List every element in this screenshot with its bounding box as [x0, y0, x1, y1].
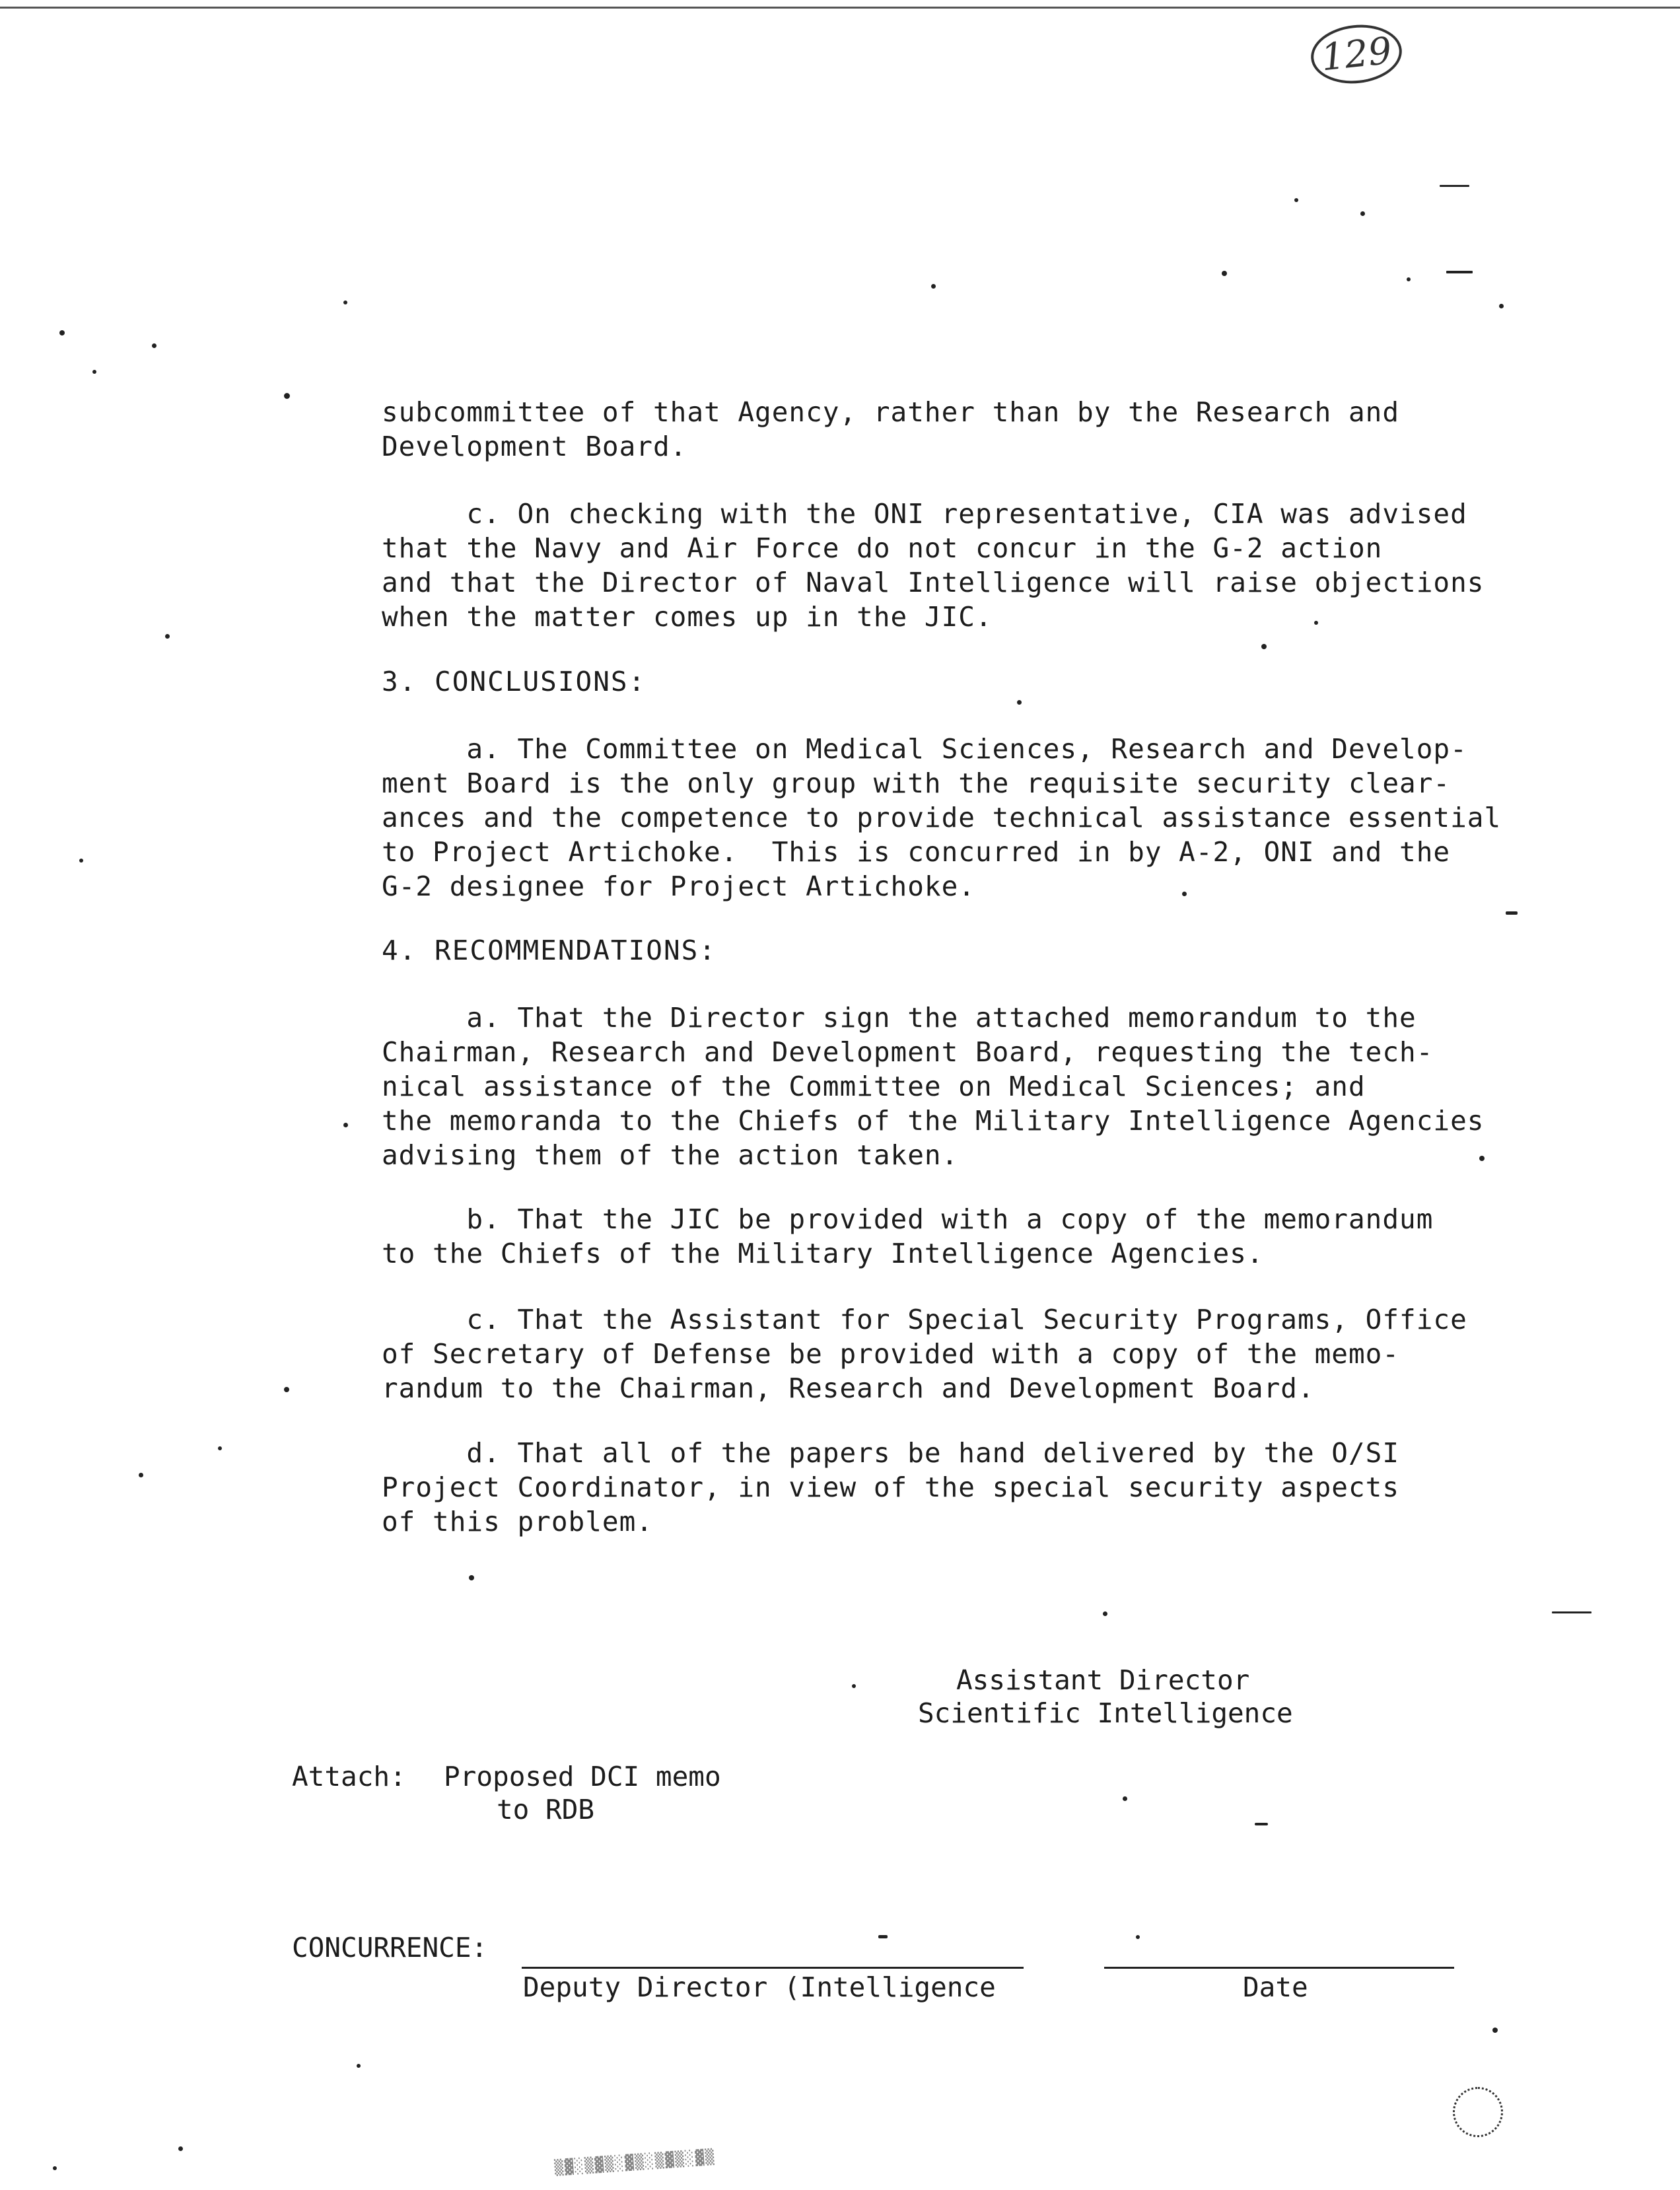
scan-speck	[1182, 892, 1187, 896]
scan-speck	[852, 1684, 856, 1688]
scan-speck	[165, 634, 170, 639]
scan-speck	[1552, 1611, 1592, 1613]
scan-speck	[878, 1935, 888, 1938]
attachment-line2: to RDB	[497, 1794, 595, 1825]
ink-stamp-smudge: ▒▓░▒▓▒░▓▒░▒▓▒░▓▒	[553, 2148, 717, 2177]
concurrence-signer: Deputy Director (Intelligence	[523, 1971, 996, 2003]
heading-conclusions: 3. CONCLUSIONS:	[382, 666, 647, 697]
scan-speck	[53, 2166, 57, 2170]
scan-speck	[931, 284, 936, 289]
scan-speck	[1261, 644, 1267, 649]
scan-speck	[1492, 2028, 1498, 2033]
scan-speck	[284, 393, 290, 399]
top-rule	[0, 7, 1680, 9]
scan-speck	[1222, 271, 1227, 276]
scan-speck	[1314, 621, 1318, 625]
scan-speck	[1103, 1611, 1107, 1616]
scan-speck	[343, 1123, 348, 1127]
scan-speck	[1017, 700, 1022, 705]
page-number: 129	[1319, 29, 1394, 79]
paragraph-conclusion-a: a. The Committee on Medical Sciences, Research and Develop- ment Board is the only group with the requisite security clear- ances and the competence to provide technical assistance essential to Project Artichoke. This is concurred in by A-2, ONI and the G-2 designee for Project Artichoke.	[382, 733, 1502, 902]
scan-speck	[152, 343, 157, 348]
concurrence-date-label: Date	[1243, 1971, 1308, 2003]
paragraph-recommendation-a: a. That the Director sign the attached memorandum to the Chairman, Research and Development Board, requesting the tech- nical assistance of the Committee on Medical Sciences; and the memoranda to the Chiefs of the Military Intelligence Agencies advising them of the action taken.	[382, 1002, 1485, 1171]
heading-recommendations: 4. RECOMMENDATIONS:	[382, 935, 717, 966]
scan-speck	[1294, 198, 1298, 202]
scan-speck	[1255, 1823, 1268, 1825]
concurrence-label: CONCURRENCE:	[292, 1932, 488, 1963]
scan-speck	[92, 370, 96, 374]
scan-speck	[1446, 271, 1473, 273]
paragraph-c: c. On checking with the ONI representative, CIA was advised that the Navy and Air Force do not concur in the G-2 action and that the Director of Naval Intelligence will raise objections when the matter comes up in the JIC.	[382, 498, 1485, 633]
paragraph-recommendation-d: d. That all of the papers be hand delivered by the O/SI Project Coordinator, in view of the special security aspects of this problem.	[382, 1437, 1400, 1537]
scan-speck	[1136, 1935, 1140, 1939]
scan-speck	[343, 300, 347, 304]
scan-speck	[1506, 911, 1518, 915]
paragraph-continuation: subcommittee of that Agency, rather than by the Research and Development Board.	[382, 396, 1400, 462]
scan-speck	[284, 1387, 289, 1392]
signature-line	[522, 1967, 1024, 1969]
scan-speck	[1479, 1156, 1485, 1161]
scan-speck	[139, 1473, 143, 1477]
scan-speck	[357, 2064, 361, 2068]
scan-speck	[469, 1575, 474, 1580]
page-number-circle	[1308, 20, 1405, 88]
circle-mark	[1453, 2087, 1503, 2137]
scan-speck	[1407, 277, 1411, 281]
signature-title-line1: Assistant Director	[956, 1664, 1250, 1696]
paragraph-recommendation-b: b. That the JIC be provided with a copy of the memorandum to the Chiefs of the Military Intelligence Agencies.	[382, 1203, 1434, 1269]
signature-title-line2: Scientific Intelligence	[918, 1697, 1293, 1729]
scan-speck	[79, 859, 83, 863]
paragraph-recommendation-c: c. That the Assistant for Special Security Programs, Office of Secretary of Defense be provided with a copy of the memo- randum to the Chairman, Research and Development Board.	[382, 1304, 1467, 1404]
scan-speck	[59, 330, 65, 336]
attachment-label: Attach:	[292, 1761, 406, 1792]
scan-speck	[178, 2146, 183, 2151]
scan-speck	[218, 1446, 222, 1450]
attachment-line1: Proposed DCI memo	[444, 1761, 721, 1792]
scan-speck	[1360, 211, 1365, 216]
scan-speck	[1499, 304, 1504, 308]
scan-speck	[1440, 185, 1469, 187]
scan-speck	[1123, 1796, 1127, 1801]
date-line	[1104, 1967, 1454, 1969]
